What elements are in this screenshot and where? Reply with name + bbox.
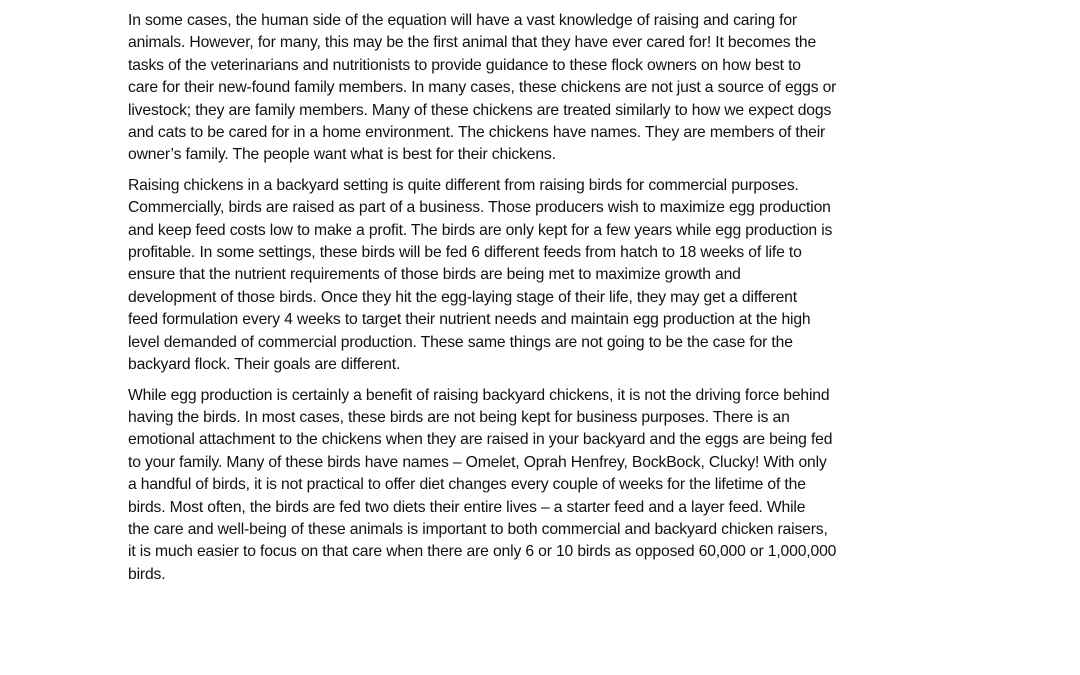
text-line: backyard flock. Their goals are different. (128, 356, 401, 374)
text-line: having the birds. In most cases, these birds are not being kept for business purposes. There is an (128, 408, 790, 426)
text-line: owner’s family. The people want what is best for their chickens. (128, 146, 556, 164)
paragraph-1 (128, 10, 960, 167)
text-line: animals. However, for many, this may be the first animal that they have ever cared for! It becomes the (128, 34, 817, 52)
text-line: it is much easier to focus on that care when there are only 6 or 10 birds as opposed 60,000 or 1,000,000 (128, 543, 837, 561)
paragraph-3 (128, 385, 960, 587)
text-line: and keep feed costs low to make a profit. The birds are only kept for a few years while egg production is (128, 221, 833, 239)
text-line: Commercially, birds are raised as part of a business. Those producers wish to maximize egg production (128, 199, 831, 217)
text-line: ensure that the nutrient requirements of those birds are being met to maximize growth and (128, 266, 741, 284)
text-line: livestock; they are family members. Many of these chickens are treated similarly to how we expect dogs (128, 101, 832, 119)
paragraph-2 (128, 175, 960, 377)
text-line: and cats to be cared for in a home environment. The chickens have names. They are members of their (128, 124, 826, 142)
text-line: level demanded of commercial production. These same things are not going to be the case for the (128, 333, 793, 351)
text-line: While egg production is certainly a benefit of raising backyard chickens, it is not the driving force behind (128, 386, 830, 404)
text-line: birds. (128, 565, 166, 583)
text-line: to your family. Many of these birds have names – Omelet, Oprah Henfrey, BockBock, Clucky! With only (128, 453, 827, 471)
text-line: birds. Most often, the birds are fed two diets their entire lives – a starter feed and a layer feed. While (128, 498, 806, 516)
text-line: development of those birds. Once they hit the egg-laying stage of their life, they may get a different (128, 288, 797, 306)
text-line: the care and well-being of these animals is important to both commercial and backyard chicken raisers, (128, 520, 828, 538)
text-line: tasks of the veterinarians and nutritionists to provide guidance to these flock owners on how best to (128, 56, 801, 74)
text-line: a handful of birds, it is not practical to offer diet changes every couple of weeks for the lifetime of the (128, 476, 806, 494)
text-line: Raising chickens in a backyard setting is quite different from raising birds for commercial purposes. (128, 176, 799, 194)
text-line: In some cases, the human side of the equation will have a vast knowledge of raising and caring for (128, 12, 797, 29)
document-body (128, 10, 960, 594)
text-line: care for their new-found family members. In many cases, these chickens are not just a source of eggs or (128, 79, 837, 97)
text-line: emotional attachment to the chickens when they are raised in your backyard and the eggs are being fed (128, 431, 833, 449)
text-line: feed formulation every 4 weeks to target their nutrient needs and maintain egg production at the high (128, 311, 811, 329)
text-line: profitable. In some settings, these birds will be fed 6 different feeds from hatch to 18 weeks of life to (128, 244, 802, 262)
